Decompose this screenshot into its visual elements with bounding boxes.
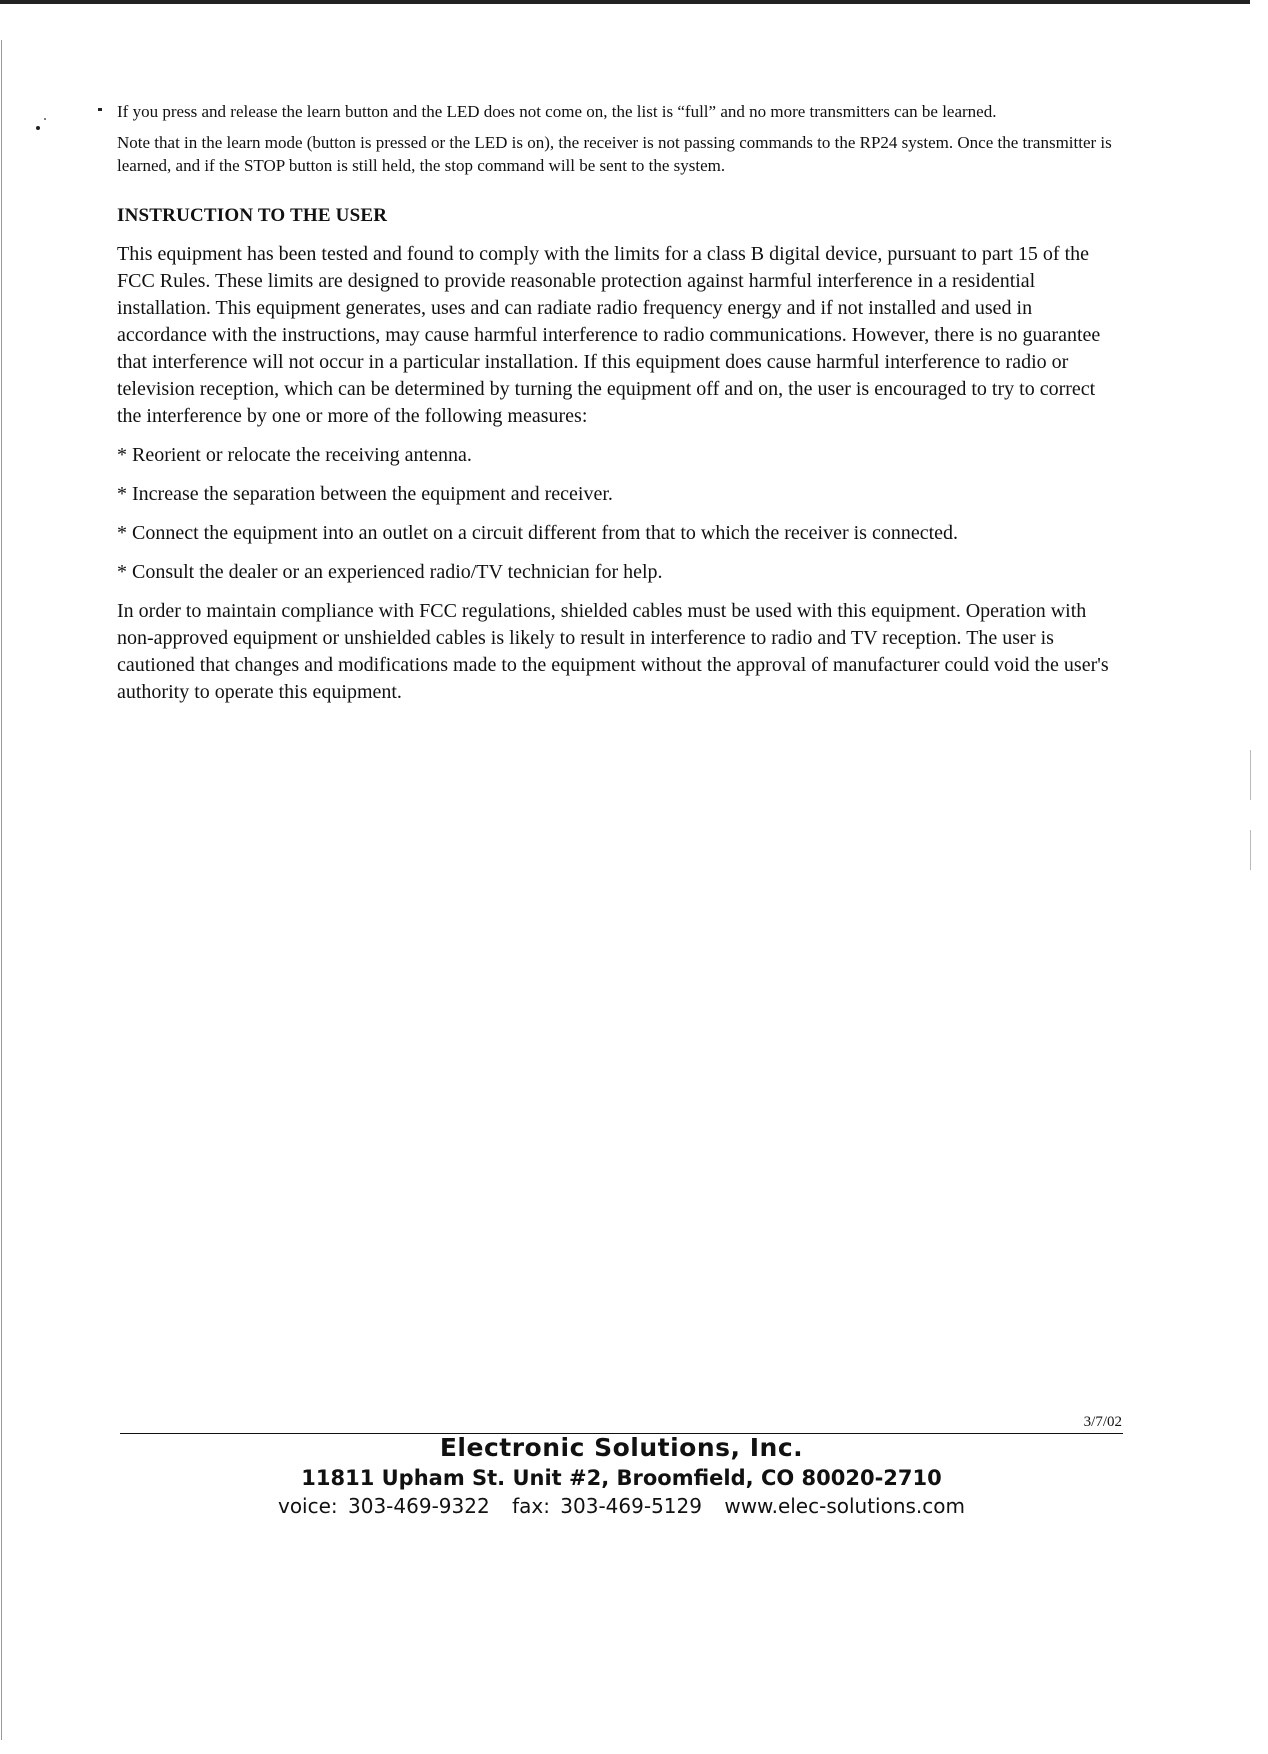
company-footer [120, 1432, 1123, 1520]
scan-mark [1250, 750, 1251, 800]
document-body [117, 100, 1117, 718]
scan-speck [36, 126, 40, 130]
company-address: 11811 Upham St. Unit #2, Broomfield, CO 80020-2710 [301, 1466, 942, 1490]
measure-item: * Consult the dealer or an experienced radio/TV technician for help. [117, 561, 663, 583]
company-name: Electronic Solutions, Inc. [439, 1433, 804, 1462]
fax-number: fax: 303-469-5129 [512, 1494, 702, 1518]
scan-speck [98, 108, 102, 111]
scan-border-top [0, 0, 1250, 4]
shielded-cables-paragraph: In order to maintain compliance with FCC regulations, shielded cables must be used with this equipment. Operation with non-approved equipment or unshielded cables is likely to result in interference to radio and TV reception. The user is cautioned that changes and modifications made to the equipment without the approval of manufacturer could void the user's authority to operate this equipment. [117, 600, 1109, 703]
voice-number: voice: 303-469-9322 [277, 1494, 490, 1518]
measure-item: * Connect the equipment into an outlet on a circuit different from that to which the receiver is connected. [117, 522, 959, 544]
scan-speck [44, 118, 46, 120]
company-contact [120, 1492, 1123, 1520]
measure-item: * Increase the separation between the equipment and receiver. [117, 483, 613, 505]
scan-border-left [1, 40, 2, 1740]
fcc-compliance-paragraph: This equipment has been tested and found to comply with the limits for a class B digital device, pursuant to part 15 of the FCC Rules. These limits are designed to provide reasonable protection against harmful interference in a residential installation. This equipment generates, uses and can radiate radio frequency energy and if not installed and used in accordance with the instructions, may cause harmful interference to radio communications. However, there is no guarantee that interference will not occur in a particular installation. If this equipment does cause harmful interference to radio or television reception, which can be determined by turning the equipment off and on, the user is encouraged to try to correct the interference by one or more of the following measures: [117, 243, 1101, 427]
website-link[interactable]: www.elec-solutions.com [724, 1494, 966, 1518]
intro-learn-full-note: If you press and release the learn button and the LED does not come on, the list is “full” and no more transmitters can be learned. [117, 102, 997, 121]
measure-item: * Reorient or relocate the receiving antenna. [117, 444, 472, 466]
scan-corner-line [0, 0, 1, 33]
scan-mark [1250, 830, 1251, 870]
intro-learn-mode-note: Note that in the learn mode (button is pressed or the LED is on), the receiver is not passing commands to the RP24 system. Once the transmitter is learned, and if the STOP button is still held, the stop command will be sent to the system. [117, 133, 1112, 175]
document-date: 3/7/02 [1083, 1414, 1122, 1430]
section-heading: INSTRUCTION TO THE USER [117, 205, 388, 226]
